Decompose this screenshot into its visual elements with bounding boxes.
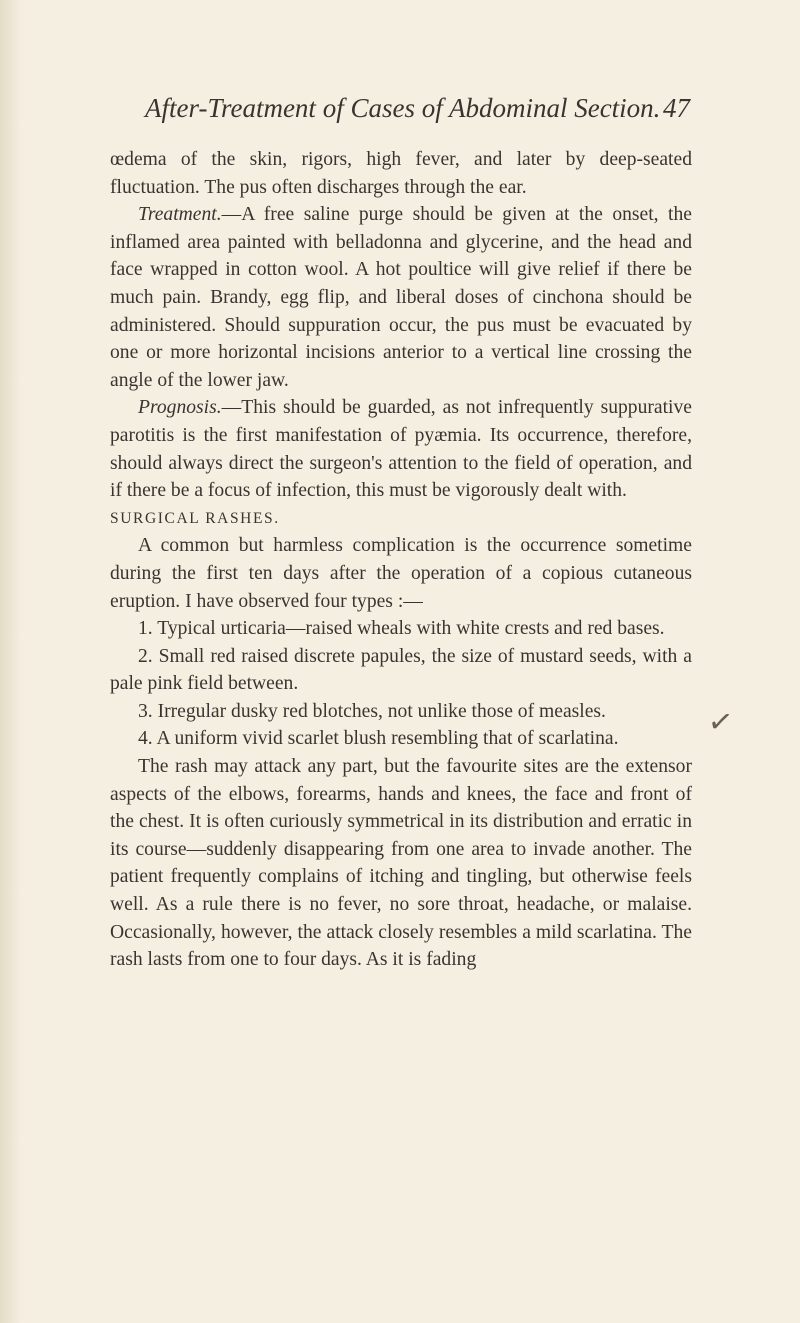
- treatment-text: —A free saline purge should be given at the onset, the inflamed area painted with belladonna and glycerine, and the head and face wrapped in cotton wool. A hot poultice will give relief if there be much pain. Brandy, egg flip, and liberal doses of cinchona should be administered. Should suppuration occur, the pus must be evacuated by one or more horizontal incisions anterior to a vertical line crossing the angle of the lower jaw.: [110, 204, 692, 391]
- margin-check-mark: ✓: [705, 704, 736, 741]
- paragraph-treatment: [110, 201, 692, 394]
- treatment-lead: Treatment.: [138, 204, 222, 226]
- paragraph-rash-intro: A common but harmless complication is the occurrence sometime during the first ten days after the operation of a copious cutaneous eruption. I have observed four types :—: [110, 535, 692, 612]
- list-item-4: 4. A uniform vivid scarlet blush resembling that of scarlatina.: [138, 728, 619, 750]
- page-number: 47: [663, 93, 690, 123]
- list-item-3: 3. Irregular dusky red blotches, not unlike those of measles.: [138, 700, 606, 722]
- paragraph-prognosis: [110, 394, 692, 504]
- running-header: [145, 93, 690, 133]
- prognosis-lead: Prognosis.: [138, 397, 222, 419]
- paragraph-rash-description: The rash may attack any part, but the favourite sites are the extensor aspects of the elbows, forearms, hands and knees, the face and front of the chest. It is often curiously symmetrical in its distribution and erratic in its course—suddenly disappearing from one area to invade another. The patient frequently complains of itching and tingling, but otherwise feels well. As a rule there is no fever, no sore throat, headache, or malaise. Occasionally, however, the attack closely resembles a mild scarlatina. The rash lasts from one to four days. As it is fading: [110, 756, 692, 971]
- list-item-1: 1. Typical urticaria—raised wheals with white crests and red bases.: [138, 618, 665, 640]
- running-title: After-Treatment of Cases of Abdominal Section.: [145, 93, 661, 123]
- prognosis-text: —This should be guarded, as not infrequently suppurative parotitis is the first manifestation of pyæmia. Its occurrence, therefore, should always direct the surgeon's attention to the field of operation, and if there be a focus of infection, this must be vigorously dealt with.: [110, 397, 692, 502]
- list-item-2: 2. Small red raised discrete papules, the size of mustard seeds, with a pale pink field between.: [110, 645, 692, 695]
- page-spine-shadow: [0, 0, 22, 1323]
- paragraph-oedema: œdema of the skin, rigors, high fever, and later by deep-seated fluctuation. The pus often discharges through the ear.: [110, 149, 692, 198]
- section-heading: SURGICAL RASHES.: [110, 509, 280, 527]
- body-text: [110, 146, 692, 974]
